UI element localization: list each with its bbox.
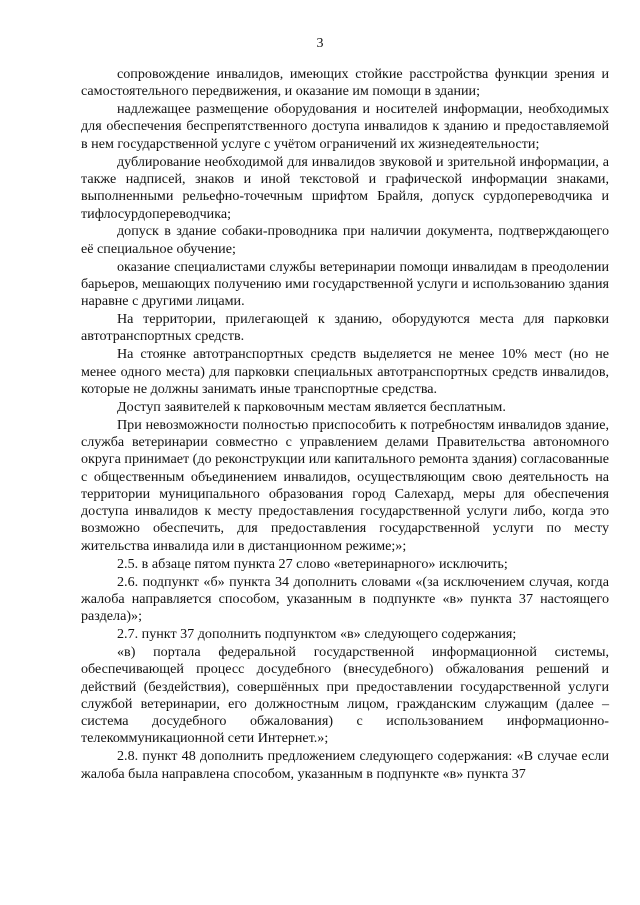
paragraph-3: дублирование необходимой для инвалидов звуковой и зрительной информации, а также надписей, знаков и иной текстовой и графической информации знаками, выполненными рельефно-точечным шрифтом Брайля, допуск сурдопереводчика и тифлосурдопереводчика; <box>81 153 609 222</box>
paragraph-6: На территории, прилегающей к зданию, оборудуются места для парковки автотранспортных средств. <box>81 311 609 345</box>
paragraph-4: допуск в здание собаки-проводника при наличии документа, подтверждающего её специальное обучение; <box>81 223 609 257</box>
page-number: 3 <box>316 36 324 51</box>
document-body <box>81 66 609 783</box>
paragraph-2: надлежащее размещение оборудования и носителей информации, необходимых для обеспечения беспрепятственного доступа инвалидов к зданию и предоставляемой в нем государственной услуге с учётом ограничений их жизнедеятельности; <box>81 101 609 152</box>
paragraph-14: 2.8. пункт 48 дополнить предложением следующего содержания: «В случае если жалоба была направлена способом, указанным в подпункте «в» пункта 37 <box>81 748 609 782</box>
paragraph-1: сопровождение инвалидов, имеющих стойкие расстройства функции зрения и самостоятельного передвижения, и оказание им помощи в здании; <box>81 66 609 100</box>
paragraph-13: «в) портала федеральной государственной информационной системы, обеспечивающей процесс досудебного (внесудебного) обжалования решений и действий (бездействия), совершённых при предоставлении государственной услуги службой ветеринарии, его должностным лицом, гражданским служащим (далее – система досудебного обжалования) с использованием информационно-телекоммуникационной сети Интернет.»; <box>81 643 609 747</box>
paragraph-5: оказание специалистами службы ветеринарии помощи инвалидам в преодолении барьеров, мешающих получению ими государственной услуги и использованию здания наравне с другими лицами. <box>81 258 609 310</box>
paragraph-11: 2.6. подпункт «б» пункта 34 дополнить словами «(за исключением случая, когда жалоба направляется способом, указанным в подпункте «в» пункта 37 настоящего раздела)»; <box>81 573 609 625</box>
paragraph-10: 2.5. в абзаце пятом пункта 27 слово «ветеринарного» исключить; <box>117 555 508 572</box>
paragraph-12: 2.7. пункт 37 дополнить подпунктом «в» следующего содержания; <box>117 626 517 643</box>
paragraph-7: На стоянке автотранспортных средств выделяется не менее 10% мест (но не менее одного места) для парковки специальных автотранспортных средств инвалидов, которые не должны занимать иные транспортные средства. <box>81 346 609 397</box>
paragraph-9: При невозможности полностью приспособить к потребностям инвалидов здание, служба ветеринарии совместно с управлением делами Правительства автономного округа принимает (до реконструкции или капитального ремонта здания) согласованные с общественным объединением инвалидов, осуществляющим свою деятельность на территории муниципального образования город Салехард, меры для обеспечения доступа инвалидов к месту предоставления государственной услуги либо, когда это возможно обеспечить, для предоставления государственной услуги по месту жительства инвалида или в дистанционном режиме;»; <box>81 416 609 554</box>
paragraph-8: Доступ заявителей к парковочным местам является бесплатным. <box>117 398 506 415</box>
